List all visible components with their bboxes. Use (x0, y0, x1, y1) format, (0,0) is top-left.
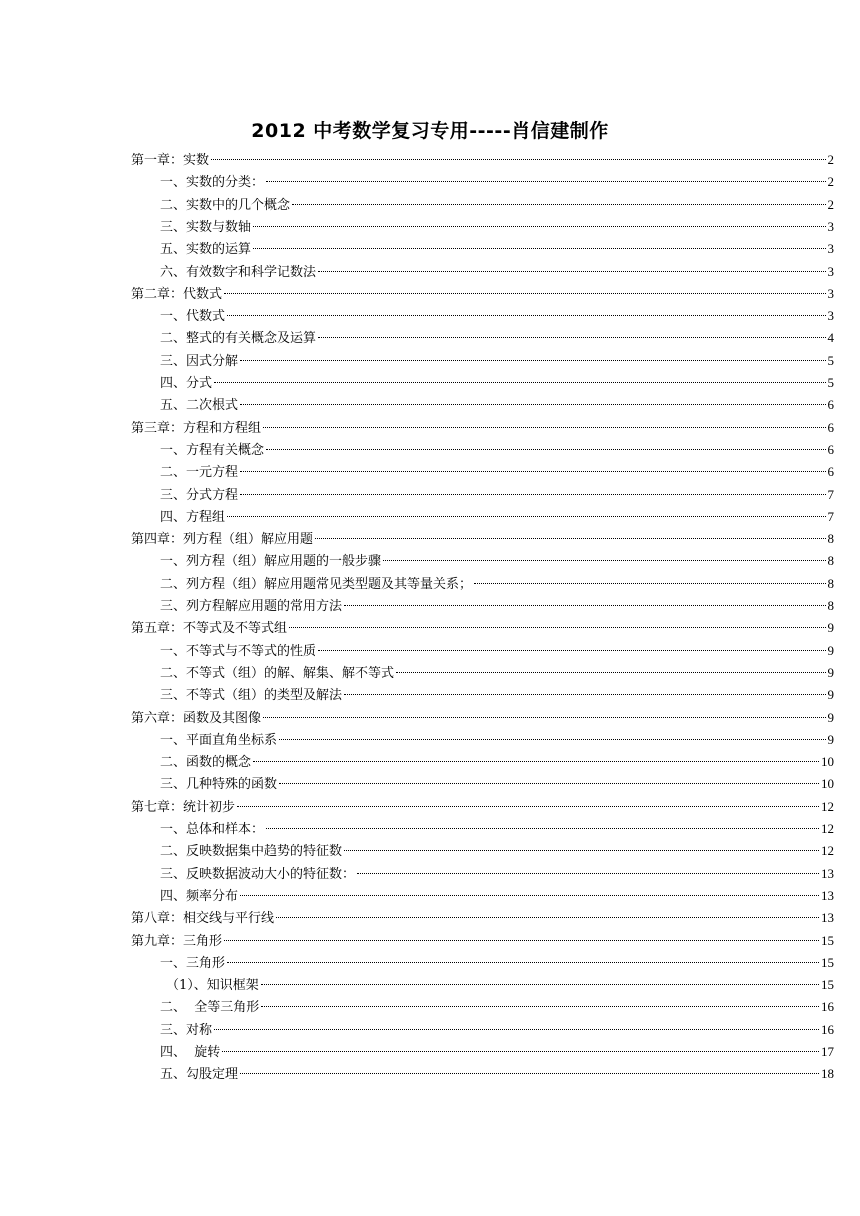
toc-section-entry[interactable] (160, 1064, 834, 1084)
toc-page-number: 3 (827, 263, 834, 279)
toc-entry-label: 五、二次根式 (160, 398, 239, 414)
toc-dot-leader (344, 850, 819, 851)
toc-dot-leader (318, 650, 825, 651)
toc-dot-leader (266, 181, 825, 182)
toc-page-number: 5 (827, 352, 834, 368)
toc-section-entry[interactable] (160, 462, 834, 482)
toc-dot-leader (266, 828, 819, 829)
toc-page-number: 10 (821, 754, 834, 770)
toc-section-entry[interactable] (160, 172, 834, 192)
toc-dot-leader (222, 1051, 819, 1052)
toc-section-entry[interactable] (160, 841, 834, 861)
toc-dot-leader (214, 1029, 819, 1030)
toc-section-entry[interactable] (160, 217, 834, 237)
toc-dot-leader (279, 739, 825, 740)
toc-dot-leader (261, 1006, 819, 1007)
toc-section-entry[interactable] (160, 262, 834, 282)
toc-entry-label: 一、不等式与不等式的性质 (160, 643, 317, 659)
toc-chapter-entry[interactable] (131, 618, 834, 638)
toc-section-entry[interactable] (160, 551, 834, 571)
toc-entry-label: 一、实数的分类： (160, 175, 265, 191)
toc-section-entry[interactable] (160, 395, 834, 415)
toc-entry-label: 一、平面直角坐标系 (160, 732, 278, 748)
toc-chapter-entry[interactable] (131, 708, 834, 728)
toc-entry-label: （1）、知识框架 (166, 978, 259, 994)
toc-section-entry[interactable] (160, 953, 834, 973)
toc-page-number: 18 (821, 1066, 834, 1082)
toc-page-number: 9 (827, 709, 834, 725)
toc-dot-leader (318, 271, 825, 272)
toc-page-number: 17 (821, 1044, 834, 1059)
toc-chapter-entry[interactable] (131, 529, 834, 549)
toc-section-entry[interactable] (160, 373, 834, 393)
toc-page-number: 16 (821, 999, 834, 1015)
toc-dot-leader (227, 516, 825, 517)
toc-page-number: 15 (821, 977, 834, 993)
toc-section-entry[interactable] (160, 596, 834, 616)
toc-entry-label: 三、对称 (160, 1022, 213, 1038)
toc-dot-leader (344, 605, 825, 606)
toc-page-number: 9 (827, 642, 834, 658)
toc-entry-label: 第二章：代数式 (131, 286, 223, 302)
toc-dot-leader (276, 917, 819, 918)
toc-entry-label: 第九章：三角形 (131, 933, 223, 949)
toc-chapter-entry[interactable] (131, 150, 834, 170)
toc-section-entry[interactable] (160, 864, 834, 884)
toc-section-entry[interactable] (160, 1020, 834, 1040)
toc-page-number: 6 (827, 419, 834, 435)
toc-section-entry[interactable] (160, 574, 834, 594)
toc-entry-label: 二、函数的概念 (160, 755, 252, 771)
toc-dot-leader (315, 538, 825, 539)
toc-section-entry[interactable] (160, 819, 834, 839)
toc-section-entry[interactable] (160, 507, 834, 527)
toc-entry-label: 四、 旋转 (160, 1045, 221, 1060)
toc-dot-leader (253, 761, 819, 762)
toc-entry-label: 二、一元方程 (160, 465, 239, 481)
toc-entry-label: 第七章：统计初步 (131, 799, 236, 815)
toc-dot-leader (474, 583, 825, 584)
toc-entry-label: 四、分式 (160, 376, 213, 391)
toc-dot-leader (263, 427, 825, 428)
toc-section-entry[interactable] (160, 752, 834, 772)
toc-page-number: 9 (827, 687, 834, 703)
toc-page-number: 2 (827, 152, 834, 167)
toc-dot-leader (357, 873, 819, 874)
toc-section-entry[interactable] (160, 440, 834, 460)
toc-chapter-entry[interactable] (131, 284, 834, 304)
toc-dot-leader (240, 471, 825, 472)
toc-page-number: 2 (827, 196, 834, 212)
toc-page-number: 15 (821, 954, 834, 970)
toc-chapter-entry[interactable] (131, 418, 834, 438)
toc-section-entry[interactable] (160, 195, 834, 215)
toc-dot-leader (240, 895, 819, 896)
toc-section-entry[interactable] (160, 886, 834, 906)
toc-entry-label: 四、方程组 (160, 509, 226, 525)
toc-entry-label: 一、代数式 (160, 309, 226, 325)
toc-section-entry[interactable] (160, 663, 834, 683)
toc-section-entry[interactable] (160, 239, 834, 259)
toc-dot-leader (289, 627, 825, 628)
toc-entry-label: 二、列方程（组）解应用题常见类型题及其等量关系； (160, 576, 473, 592)
toc-page-number: 10 (821, 776, 834, 792)
toc-section-entry[interactable] (160, 685, 834, 705)
toc-section-entry[interactable] (160, 306, 834, 326)
toc-entry-label: 一、列方程（组）解应用题的一般步骤 (160, 554, 382, 570)
toc-entry-label: 第八章：相交线与平行线 (131, 911, 275, 927)
toc-dot-leader (383, 560, 825, 561)
toc-entry-label: 第四章：列方程（组）解应用题 (131, 532, 314, 548)
toc-entry-label: 二、不等式（组）的解、解集、解不等式 (160, 665, 395, 681)
toc-page-number: 9 (827, 620, 834, 636)
toc-page-number: 15 (821, 932, 834, 948)
toc-entry-label: 三、几种特殊的函数 (160, 777, 278, 793)
toc-page-number: 8 (827, 598, 834, 613)
toc-page-number: 12 (821, 798, 834, 814)
toc-page-number: 13 (821, 910, 834, 926)
toc-section-entry[interactable] (160, 485, 834, 505)
toc-section-entry[interactable] (160, 774, 834, 794)
toc-entry-label: 一、三角形 (160, 955, 226, 971)
toc-dot-leader (253, 226, 825, 227)
toc-page-number: 3 (827, 241, 834, 257)
toc-dot-leader (224, 293, 825, 294)
toc-entry-label: 三、不等式（组）的类型及解法 (160, 688, 343, 704)
toc-entry-label: 三、反映数据波动大小的特征数： (160, 866, 356, 882)
toc-page-number: 4 (827, 330, 834, 346)
toc-chapter-entry[interactable] (131, 797, 834, 817)
toc-entry-label: 三、实数与数轴 (160, 219, 252, 235)
toc-section-entry[interactable] (160, 730, 834, 750)
toc-page-number: 13 (821, 887, 834, 903)
toc-page-number: 8 (827, 575, 834, 591)
toc-section-entry[interactable] (160, 641, 834, 661)
toc-entry-label: 二、反映数据集中趋势的特征数 (160, 844, 343, 860)
toc-entry-label: 三、列方程解应用题的常用方法 (160, 599, 343, 614)
toc-section-entry[interactable] (160, 328, 834, 348)
toc-page-number: 9 (827, 664, 834, 680)
toc-page-number: 6 (827, 441, 834, 457)
toc-dot-leader (214, 382, 825, 383)
toc-dot-leader (211, 159, 825, 160)
toc-dot-leader (263, 717, 825, 718)
toc-entry-label: 第一章：实数 (131, 153, 210, 168)
toc-entry-label: 二、 全等三角形 (160, 1000, 260, 1016)
toc-entry-label: 五、勾股定理 (160, 1067, 239, 1083)
toc-dot-leader (261, 984, 819, 985)
toc-page-number: 7 (827, 486, 834, 502)
toc-section-entry[interactable] (160, 1042, 834, 1062)
toc-entry-label: 第六章：函数及其图像 (131, 710, 262, 726)
toc-dot-leader (227, 315, 825, 316)
toc-dot-leader (266, 449, 825, 450)
toc-dot-leader (237, 806, 819, 807)
toc-page-number: 8 (827, 553, 834, 569)
toc-entry-label: 二、实数中的几个概念 (160, 197, 291, 213)
toc-entry-label: 三、因式分解 (160, 353, 239, 369)
toc-dot-leader (279, 783, 819, 784)
toc-page-number: 6 (827, 397, 834, 413)
toc-page-number: 12 (821, 821, 834, 836)
toc-dot-leader (240, 360, 825, 361)
toc-chapter-entry[interactable] (131, 931, 834, 951)
toc-dot-leader (227, 962, 819, 963)
document-title: 2012 中考数学复习专用-----肖信建制作 (251, 120, 609, 142)
toc-entry-label: 二、整式的有关概念及运算 (160, 331, 317, 347)
toc-entry-label: 一、方程有关概念 (160, 442, 265, 458)
toc-page-number: 8 (827, 531, 834, 547)
toc-page-number: 3 (827, 308, 834, 324)
toc-entry-label: 三、分式方程 (160, 487, 239, 503)
toc-entry-label: 六、有效数字和科学记数法 (160, 264, 317, 280)
toc-dot-leader (344, 694, 825, 695)
toc-page-number: 3 (827, 285, 834, 301)
toc-page-number: 13 (821, 865, 834, 881)
toc-dot-leader (292, 204, 825, 205)
toc-chapter-entry[interactable] (131, 908, 834, 928)
toc-dot-leader (240, 1073, 819, 1074)
toc-page-number: 2 (827, 174, 834, 190)
toc-page-number: 9 (827, 731, 834, 747)
toc-entry-label: 第三章：方程和方程组 (131, 420, 262, 436)
toc-section-entry[interactable] (160, 997, 834, 1017)
toc-page-number: 16 (821, 1021, 834, 1037)
toc-page-number: 6 (827, 464, 834, 480)
toc-entry-label: 四、频率分布 (160, 888, 239, 904)
toc-page-number: 12 (821, 843, 834, 859)
toc-entry-label: 一、总体和样本： (160, 822, 265, 837)
toc-entry-label: 第五章：不等式及不等式组 (131, 621, 288, 637)
toc-dot-leader (253, 248, 825, 249)
toc-dot-leader (240, 404, 825, 405)
toc-section-entry[interactable] (160, 351, 834, 371)
toc-dot-leader (396, 672, 825, 673)
toc-entry-label: 五、实数的运算 (160, 242, 252, 258)
toc-page-number: 3 (827, 218, 834, 234)
toc-dot-leader (240, 494, 825, 495)
toc-page-number: 5 (827, 375, 834, 390)
toc-section-entry[interactable] (166, 975, 834, 995)
toc-page-number: 7 (827, 508, 834, 524)
toc-dot-leader (318, 337, 825, 338)
toc-dot-leader (224, 940, 819, 941)
